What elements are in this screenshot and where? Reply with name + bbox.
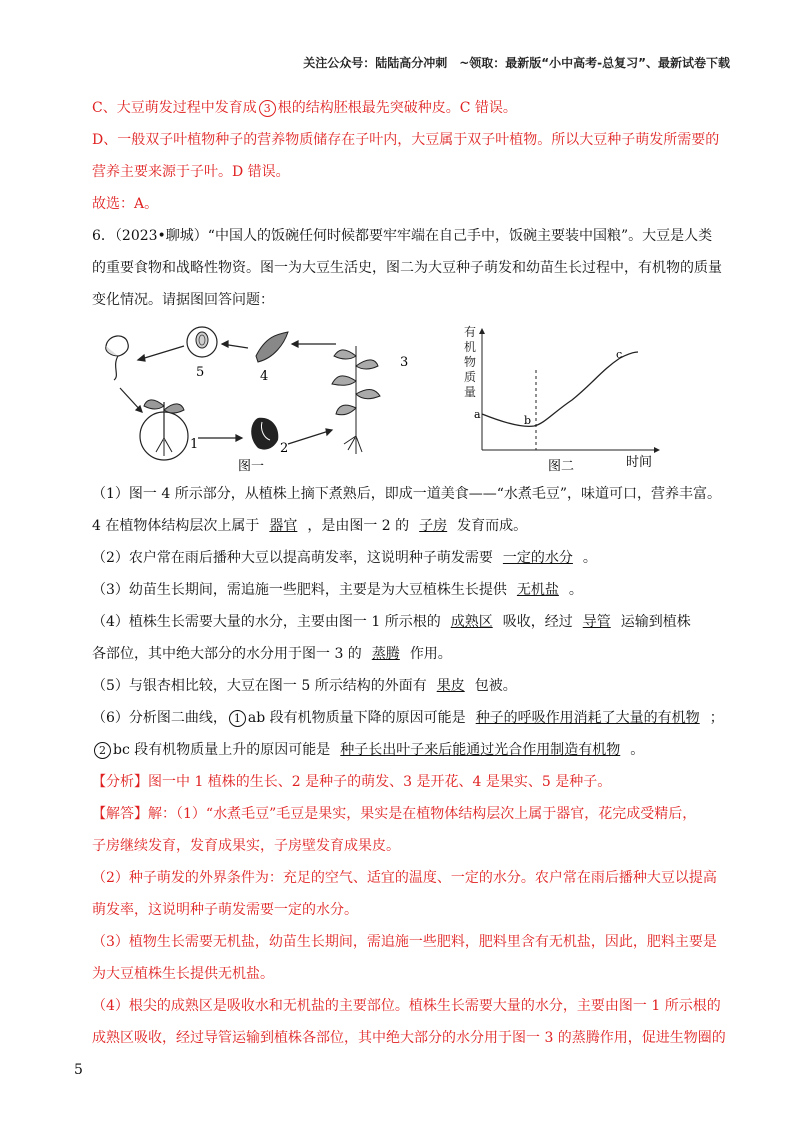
point-a: a <box>474 408 481 421</box>
solution-2a: （2）种子萌发的外界条件为：充足的空气、适宜的温度、一定的水分。农户常在雨后播种大豆以提高 <box>92 870 717 886</box>
q2-blank: 一定的水分 <box>502 550 573 566</box>
prev-option-c: C、大豆萌发过程中发育成 3 根的结构胚根最先突破种皮。C 错误。 <box>92 100 517 116</box>
document-body <box>92 92 732 1054</box>
q4-blank-3: 蒸腾 <box>371 646 400 662</box>
label-2: 2 <box>280 441 289 456</box>
solution-1b: 子房继续发育，发育成果实，子房壁发育成果皮。 <box>92 838 400 854</box>
q5-blank: 果皮 <box>436 678 465 694</box>
label-5: 5 <box>196 365 205 380</box>
circled-number-2: 2 <box>94 742 111 759</box>
q4-line1: （4）植株生长需要大量的水分，主要由图一 1 所示根的 成熟区 吸收，经过 导管 运输到植株 <box>92 606 732 638</box>
q5-line: （5）与银杏相比较，大豆在图一 5 所示结构的外面有 果皮 包被。 <box>92 670 732 702</box>
figure-two-curve <box>462 322 672 472</box>
analysis: 【分析】图一中 1 植株的生长、2 是种子的萌发、3 是开花、4 是果实、5 是种子。 <box>92 774 612 790</box>
q6-blank-2: 种子长出叶子来后能通过光合作用制造有机物 <box>340 742 621 758</box>
ylabel-char-5: 量 <box>464 385 477 399</box>
flower-2-drawing <box>251 418 278 450</box>
q1-line2: 4 在植物体结构层次上属于 器官 ，是由图一 2 的 子房 发育而成。 <box>92 510 732 542</box>
mass-curve <box>482 352 638 426</box>
prev-option-d-line1: D、一般双子叶植物种子的营养物质储存在子叶内，大豆属于双子叶植物。所以大豆种子萌发所需要的 <box>92 132 720 148</box>
q4-blank-2: 导管 <box>582 614 611 630</box>
label-1: 1 <box>190 437 199 452</box>
ylabel-char-2: 机 <box>464 340 477 354</box>
question-stem-line1: 6．（2023•聊城）“中国人的饭碗任何时候都要牢牢端在自己手中，饭碗主要装中国粮”。大豆是人类 <box>92 228 713 244</box>
figure-one-life-cycle <box>98 326 418 472</box>
solution-4b: 成熟区吸收，经过导管运输到植株各部位，其中绝大部分的水分用于图一 3 的蒸腾作用，促进生物圈的 <box>92 1030 726 1046</box>
plant-3-drawing <box>332 346 380 454</box>
page-number: 5 <box>74 1062 83 1078</box>
q3-line: （3）幼苗生长期间，需追施一些肥料，主要是为大豆植株生长提供 无机盐 。 <box>92 574 732 606</box>
page-header: 关注公众号：陆陆高分冲刺 ~领取：最新版“小中高考-总复习”、最新试卷下载 <box>303 56 730 70</box>
ylabel-char-1: 有 <box>464 325 477 339</box>
ylabel-char-3: 物 <box>464 355 477 369</box>
figure-two-caption: 图二 <box>548 459 575 472</box>
q6-line1: （6）分析图二曲线， 1 ab 段有机物质量下降的原因可能是 种子的呼吸作用消耗了大量的有机物 ； <box>92 702 732 734</box>
question-stem-line3: 变化情况。请据图回答问题： <box>92 292 274 308</box>
solution-3b: 为大豆植株生长提供无机盐。 <box>92 966 274 982</box>
question-stem-line2: 的重要食物和战略性物资。图一为大豆生活史，图二为大豆种子萌发和幼苗生长过程中，有机物的质量 <box>92 260 722 276</box>
q2-line: （2）农户常在雨后播种大豆以提高萌发率，这说明种子萌发需要 一定的水分 。 <box>92 542 732 574</box>
xlabel: 时间 <box>626 455 653 470</box>
prev-option-d-line2: 营养主要来源于子叶。D 错误。 <box>92 164 290 180</box>
label-3: 3 <box>400 355 409 370</box>
figures-row <box>92 322 732 474</box>
seedling-1-drawing <box>140 400 188 460</box>
point-c: c <box>616 348 623 361</box>
label-4: 4 <box>260 369 269 384</box>
q3-blank: 无机盐 <box>516 582 559 598</box>
circled-number-1: 1 <box>229 710 246 727</box>
figure-one-caption: 图一 <box>238 459 265 472</box>
seed-sprout-drawing <box>106 336 129 380</box>
prev-answer: 故选：A。 <box>92 196 159 212</box>
q6-line2: 2 bc 段有机物质量上升的原因可能是 种子长出叶子来后能通过光合作用制造有机物 。 <box>92 734 732 766</box>
q6-blank-1: 种子的呼吸作用消耗了大量的有机物 <box>475 710 700 726</box>
solution-4a: （4）根尖的成熟区是吸收水和无机盐的主要部位。植株生长需要大量的水分，主要由图一 1 所示根的 <box>92 998 721 1014</box>
solution-2b: 萌发率，这说明种子萌发需要一定的水分。 <box>92 902 358 918</box>
ylabel-char-4: 质 <box>464 370 477 384</box>
q1-line1: （1）图一 4 所示部分，从植株上摘下煮熟后，即成一道美食——“水煮毛豆”，味道可口，营养丰富。 <box>92 486 722 502</box>
seed-5-drawing <box>187 327 217 357</box>
solution-3a: （3）植物生长需要无机盐，幼苗生长期间，需追施一些肥料，肥料里含有无机盐，因此，肥料主要是 <box>92 934 717 950</box>
cycle-arrows <box>120 341 336 444</box>
q1-blank-2: 子房 <box>419 518 448 534</box>
pod-4-drawing <box>256 332 288 362</box>
point-b: b <box>524 414 532 427</box>
q1-blank-1: 器官 <box>269 518 298 534</box>
q4-blank-1: 成熟区 <box>450 614 493 630</box>
solution-1a: 【解答】解：（1）“水煮毛豆”毛豆是果实，果实是在植物体结构层次上属于器官，花完成受精后， <box>92 806 697 822</box>
q4-line2: 各部位，其中绝大部分的水分用于图一 3 的 蒸腾 作用。 <box>92 638 732 670</box>
